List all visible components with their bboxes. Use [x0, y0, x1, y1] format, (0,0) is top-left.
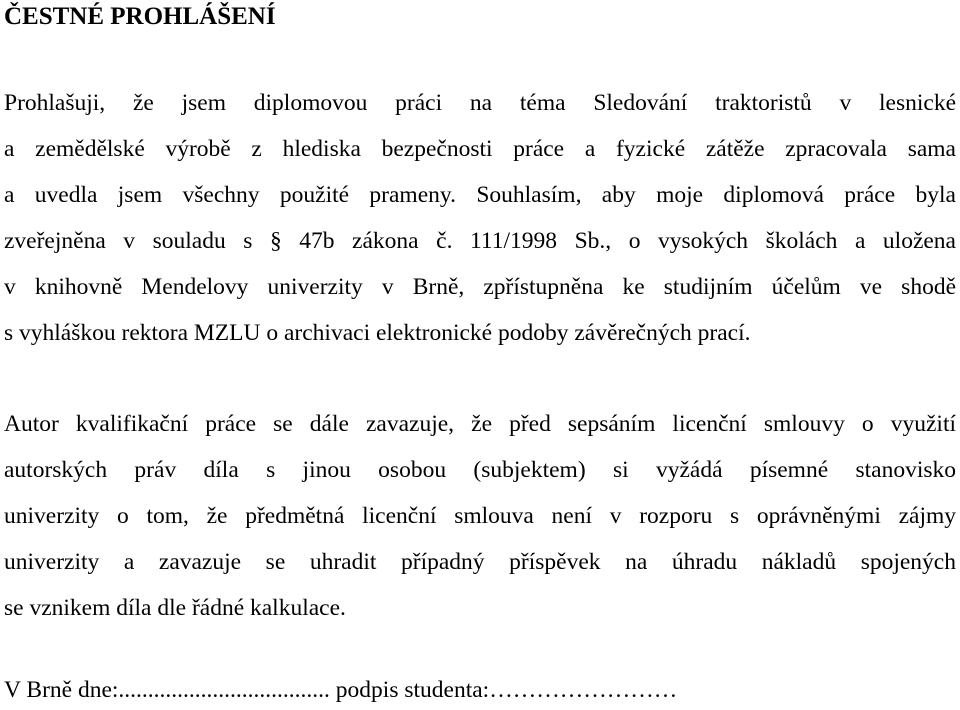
text-line: zveřejněna v souladu s § 47b zákona č. 111/1998 Sb., o vysokých školách a uložena	[4, 228, 956, 254]
text-line: Prohlašuji, že jsem diplomovou práci na téma Sledování traktoristů v lesnické	[4, 90, 956, 116]
text-line: se vznikem díla dle řádné kalkulace.	[4, 595, 346, 621]
text-line: Autor kvalifikační práce se dále zavazuje, že před sepsáním licenční smlouvy o využití	[4, 411, 956, 437]
license-paragraph	[4, 401, 956, 631]
signature-line: V Brně dne:.................................... podpis studenta:……………………	[4, 677, 678, 703]
text-line: v knihovně Mendelovy univerzity v Brně, zpřístupněna ke studijním účelům ve shodě	[4, 274, 956, 300]
text-line: s vyhláškou rektora MZLU o archivaci elektronické podoby závěrečných prací.	[4, 320, 751, 346]
text-line: autorských práv díla s jinou osobou (subjektem) si vyžádá písemné stanovisko	[4, 457, 956, 483]
text-line: a uvedla jsem všechny použité prameny. Souhlasím, aby moje diplomová práce byla	[4, 182, 956, 208]
text-line: univerzity o tom, že předmětná licenční smlouva není v rozporu s oprávněnými zájmy	[4, 503, 956, 529]
page-title: ČESTNÉ PROHLÁŠENÍ	[4, 3, 276, 30]
text-line: a zemědělské výrobě z hlediska bezpečnosti práce a fyzické zátěže zpracovala sama	[4, 136, 956, 162]
declaration-paragraph	[4, 80, 956, 356]
text-line: univerzity a zavazuje se uhradit případný příspěvek na úhradu nákladů spojených	[4, 549, 956, 575]
